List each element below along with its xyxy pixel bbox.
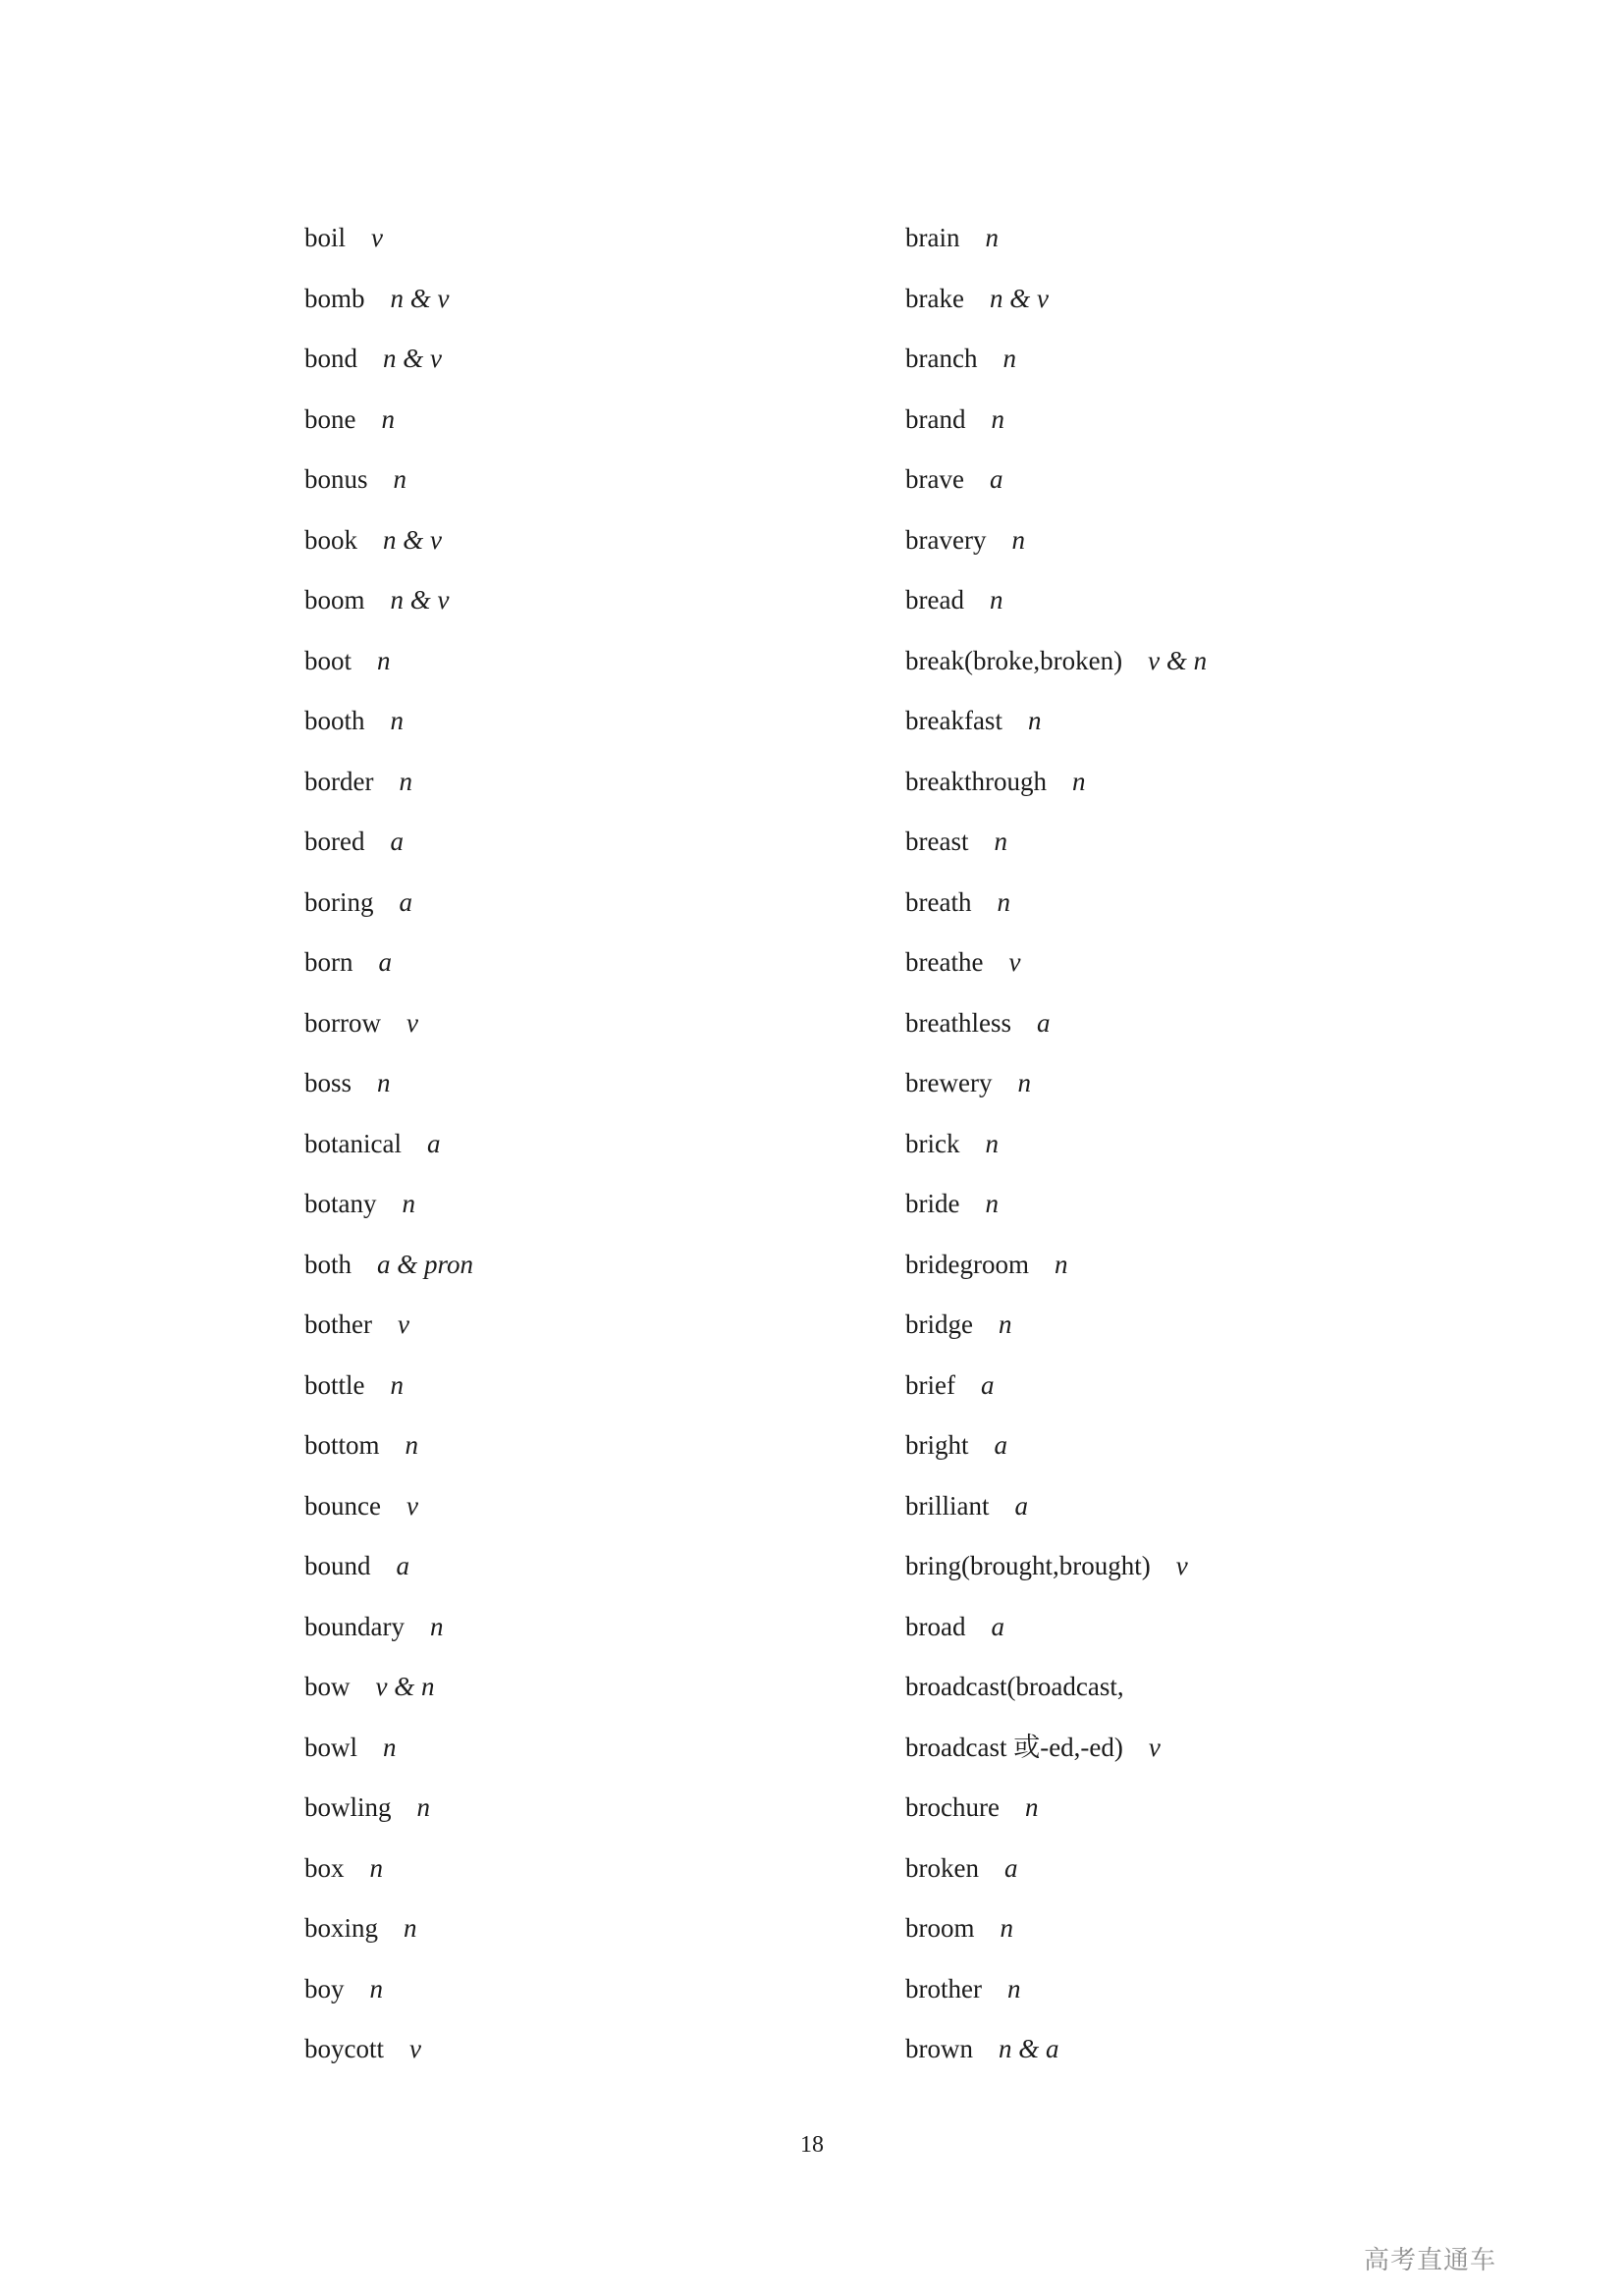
word-text: bride (905, 1189, 960, 1218)
pos-text: n (985, 1128, 999, 1158)
pos-text: n (381, 403, 395, 434)
pos-text: n & a (999, 2034, 1059, 2063)
word-text: bottom (304, 1430, 380, 1460)
word-list-column-left (304, 208, 473, 2080)
pos-text: n (390, 706, 405, 735)
word-entry (905, 269, 1207, 330)
pos-text: n & v (390, 585, 450, 614)
word-list-column-right (905, 208, 1207, 2080)
word-text: broadcast(broadcast, (905, 1672, 1124, 1701)
word-entry (304, 1898, 473, 1959)
pos-text: a (980, 1369, 995, 1400)
pos-text: a (396, 1551, 409, 1580)
page-number: 18 (800, 2132, 824, 2158)
word-entry (905, 873, 1207, 934)
word-text: bond (304, 344, 357, 373)
pos-text: a (378, 947, 392, 977)
word-entry (905, 1476, 1207, 1537)
word-text: boom (304, 585, 365, 614)
word-entry (304, 873, 473, 934)
word-entry (905, 1356, 1207, 1416)
word-text: broad (905, 1611, 966, 1641)
word-entry (905, 1898, 1207, 1959)
pos-text: a (991, 1611, 1004, 1641)
word-entry (304, 993, 473, 1054)
word-text: bring(brought,brought) (905, 1551, 1151, 1580)
pos-text: n & v (989, 283, 1049, 313)
pos-text: v (1175, 1551, 1188, 1580)
word-entry (304, 933, 473, 993)
word-text: born (304, 947, 353, 977)
word-text: bonus (304, 464, 368, 494)
word-entry (905, 933, 1207, 993)
pos-text: n (369, 1852, 383, 1883)
word-entry (304, 1174, 473, 1235)
word-text: breath (905, 886, 972, 917)
pos-text: v (1008, 947, 1021, 977)
pos-text: n (1027, 706, 1042, 735)
pos-text: n (989, 585, 1003, 614)
word-text: bridegroom (905, 1249, 1029, 1279)
word-entry (304, 1235, 473, 1296)
word-entry (905, 1053, 1207, 1114)
word-text: brick (905, 1128, 960, 1158)
word-text: breathless (905, 1007, 1011, 1038)
pos-text: n (383, 1732, 397, 1762)
pos-text: n (1000, 1913, 1013, 1943)
word-entry (304, 269, 473, 330)
word-entry (905, 1959, 1207, 2020)
word-entry (304, 752, 473, 813)
word-text: brave (905, 464, 964, 494)
watermark: 高考直通车 (1363, 2245, 1496, 2274)
word-text: broken (905, 1852, 979, 1883)
word-entry (905, 691, 1207, 752)
word-entry (905, 993, 1207, 1054)
word-text: branch (905, 344, 978, 373)
word-text: brand (905, 403, 966, 434)
word-text: bowling (304, 1792, 392, 1822)
pos-text: a (1014, 1490, 1028, 1521)
pos-text: v (406, 1490, 418, 1521)
word-entry (905, 390, 1207, 451)
word-text: boycott (304, 2034, 384, 2063)
word-text: brake (905, 283, 964, 313)
word-entry (905, 1597, 1207, 1658)
word-text: boss (304, 1068, 352, 1097)
word-text: boxing (304, 1913, 379, 1943)
word-entry (905, 1235, 1207, 1296)
word-entry (905, 631, 1207, 692)
word-entry (304, 1476, 473, 1537)
word-text: borrow (304, 1007, 381, 1038)
word-text: both (304, 1249, 352, 1279)
word-entry (304, 1536, 473, 1597)
pos-text: n & v (390, 283, 450, 313)
word-text: brief (905, 1369, 955, 1400)
word-text: bother (304, 1309, 372, 1339)
pos-text: v (371, 223, 383, 252)
word-entry (304, 1778, 473, 1839)
word-entry (304, 1356, 473, 1416)
pos-text: n (1071, 766, 1086, 796)
pos-text: n (390, 1369, 404, 1400)
pos-text: n (402, 1189, 415, 1218)
word-text: broadcast 或-ed,-ed) (905, 1732, 1123, 1762)
word-entry (304, 691, 473, 752)
pos-text: a (426, 1128, 441, 1158)
word-entry (905, 208, 1207, 269)
word-text: bowl (304, 1732, 357, 1762)
word-entry (905, 1839, 1207, 1899)
pos-text: v (409, 2034, 421, 2063)
word-text: boil (304, 223, 347, 252)
pos-text: n (405, 1430, 419, 1460)
word-entry (304, 1657, 473, 1718)
pos-text: n (998, 1309, 1012, 1339)
word-text: botany (304, 1189, 377, 1218)
pos-text: n (369, 1973, 383, 2003)
pos-text: n (377, 1068, 391, 1097)
pos-text: a & pron (377, 1249, 474, 1279)
word-text: box (304, 1852, 345, 1883)
word-text: bravery (905, 524, 987, 555)
pos-text: v (406, 1007, 418, 1038)
word-entry (905, 1295, 1207, 1356)
word-entry (304, 208, 473, 269)
word-entry (304, 329, 473, 390)
pos-text: a (390, 827, 404, 856)
word-entry (304, 570, 473, 631)
pos-text: n (1017, 1068, 1031, 1097)
pos-text: a (994, 1430, 1007, 1460)
pos-text: a (1003, 1852, 1018, 1883)
word-entry (905, 450, 1207, 510)
word-entry (905, 2019, 1207, 2080)
word-entry (304, 450, 473, 510)
word-entry (905, 1174, 1207, 1235)
word-text: boundary (304, 1611, 405, 1641)
pos-text: n (1006, 1973, 1021, 2003)
word-entry (304, 1295, 473, 1356)
pos-text: n (1054, 1249, 1068, 1279)
word-entry (905, 1114, 1207, 1175)
pos-text: a (1036, 1007, 1051, 1038)
word-text: brown (905, 2034, 973, 2063)
word-entry (905, 752, 1207, 813)
word-text: bomb (304, 283, 365, 313)
pos-text: n (1024, 1792, 1039, 1822)
word-entry (304, 1053, 473, 1114)
word-text: brewery (905, 1068, 993, 1097)
word-text: brain (905, 223, 960, 252)
word-entry (304, 2019, 473, 2080)
word-entry (905, 1415, 1207, 1476)
pos-text: n & v (383, 524, 442, 555)
word-entry (905, 1536, 1207, 1597)
word-entry (304, 1718, 473, 1779)
word-text: booth (304, 706, 365, 735)
word-entry (304, 812, 473, 873)
word-text: border (304, 766, 374, 796)
word-text: boy (304, 1973, 345, 2003)
pos-text: n (985, 223, 999, 252)
word-text: bored (304, 827, 365, 856)
word-text: broom (905, 1913, 975, 1943)
word-text: bounce (304, 1490, 381, 1521)
word-entry (304, 1415, 473, 1476)
word-text: bound (304, 1551, 371, 1580)
pos-text: n (1002, 344, 1016, 373)
word-text: brilliant (905, 1490, 990, 1521)
word-text: brochure (905, 1792, 1000, 1822)
word-entry (905, 1657, 1207, 1718)
pos-text: n & v (383, 344, 442, 373)
pos-text: v (1148, 1732, 1161, 1762)
word-text: bottle (304, 1369, 365, 1400)
word-entry (304, 390, 473, 451)
pos-text: n (1011, 524, 1025, 555)
word-text: bow (304, 1672, 351, 1701)
pos-text: a (989, 464, 1003, 494)
word-entry (905, 1778, 1207, 1839)
word-text: book (304, 524, 357, 555)
word-entry (905, 1718, 1207, 1779)
word-entry (905, 812, 1207, 873)
pos-text: n (377, 645, 391, 675)
word-entry (304, 631, 473, 692)
word-text: boot (304, 645, 352, 675)
word-text: breast (905, 827, 969, 856)
word-text: bone (304, 403, 356, 434)
word-text: bread (905, 585, 964, 614)
pos-text: v & n (375, 1672, 435, 1701)
word-text: break(broke,broken) (905, 645, 1123, 675)
word-entry (304, 1597, 473, 1658)
word-text: breakthrough (905, 766, 1047, 796)
word-entry (304, 1959, 473, 2020)
pos-text: v & n (1148, 645, 1208, 675)
pos-text: n (429, 1611, 444, 1641)
word-text: botanical (304, 1128, 402, 1158)
pos-text: a (399, 886, 412, 917)
word-text: breathe (905, 947, 984, 977)
pos-text: n (399, 766, 412, 796)
word-text: breakfast (905, 706, 1002, 735)
word-text: brother (905, 1973, 982, 2003)
pos-text: v (397, 1309, 409, 1339)
word-entry (905, 570, 1207, 631)
pos-text: n (991, 403, 1004, 434)
pos-text: n (404, 1913, 417, 1943)
pos-text: n (416, 1792, 431, 1822)
word-text: bridge (905, 1309, 973, 1339)
word-entry (905, 329, 1207, 390)
word-text: boring (304, 886, 374, 917)
word-entry (304, 1839, 473, 1899)
word-entry (905, 510, 1207, 571)
pos-text: n (393, 464, 407, 494)
word-entry (304, 1114, 473, 1175)
word-entry (304, 510, 473, 571)
pos-text: n (994, 827, 1007, 856)
pos-text: n (985, 1189, 999, 1218)
word-text: bright (905, 1430, 969, 1460)
pos-text: n (997, 886, 1010, 917)
